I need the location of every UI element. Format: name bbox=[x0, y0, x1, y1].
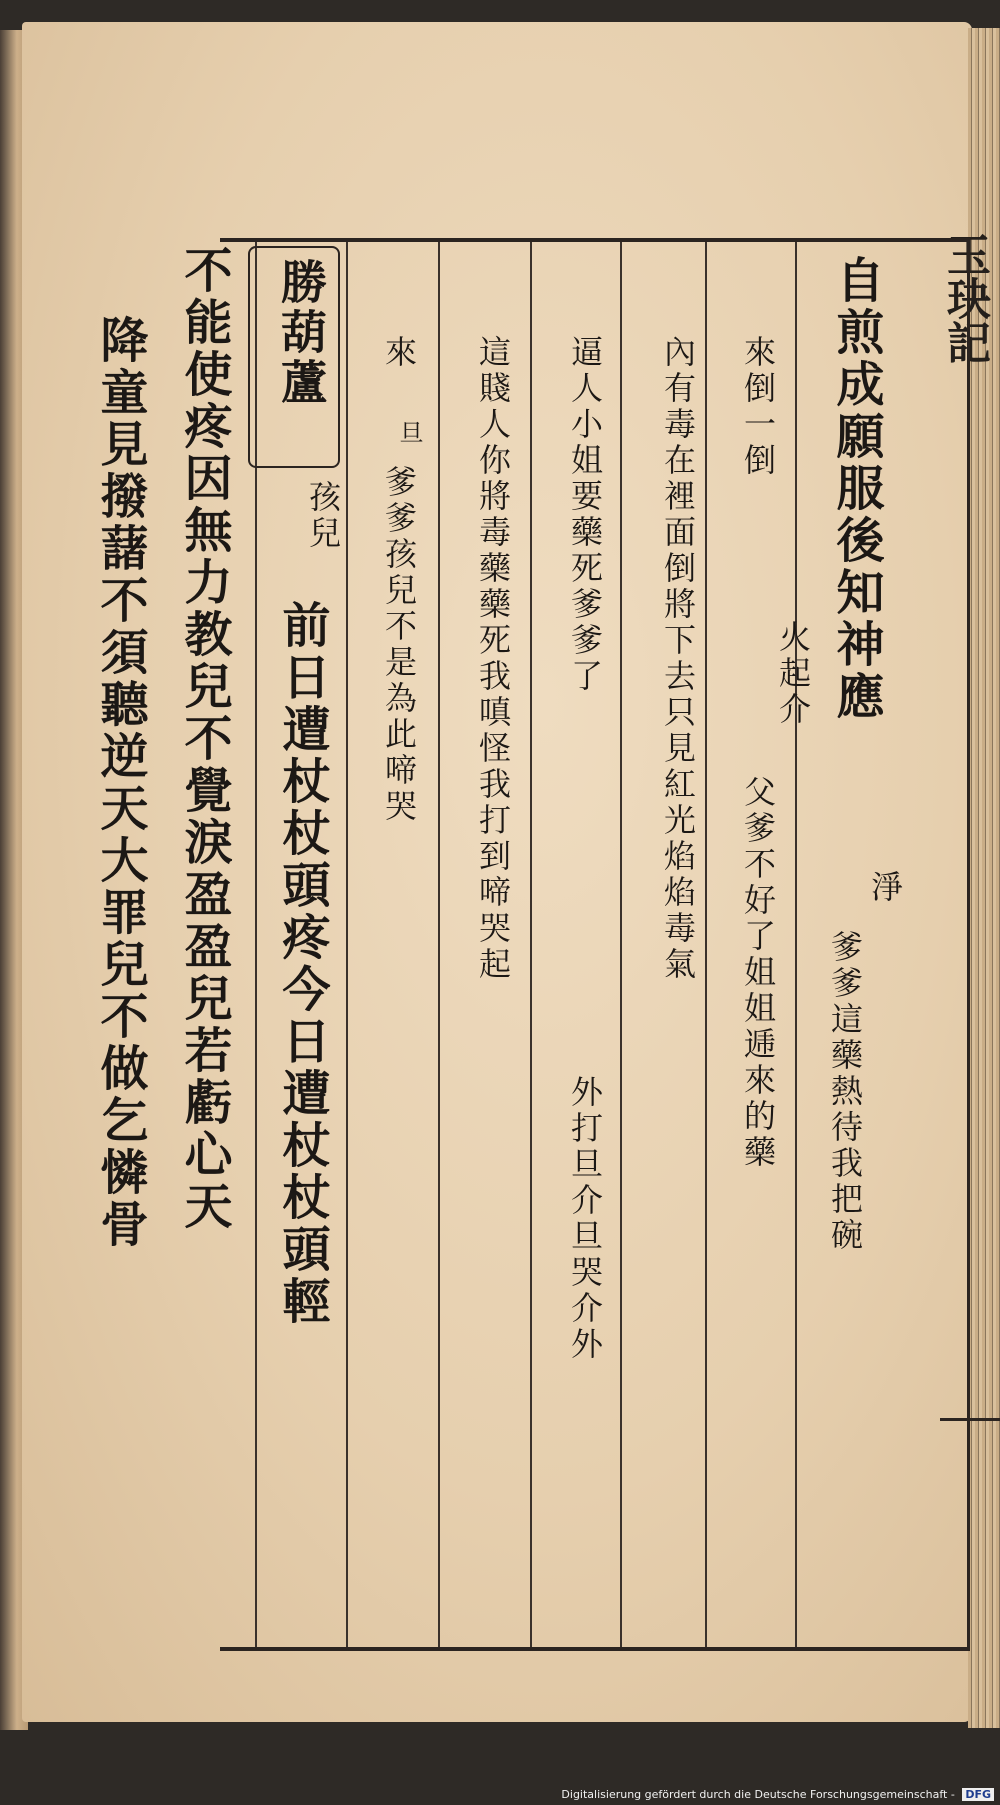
column-rule bbox=[530, 242, 532, 1647]
column-6-speech-b: 爹爹孩兒不是為此啼哭 bbox=[380, 465, 418, 825]
digitization-credit bbox=[561, 1788, 994, 1801]
column-8-lyric: 不能使疼因無力教兒不覺淚盈盈兒若虧心天 bbox=[176, 245, 232, 1233]
credit-text: Digitalisierung gefördert durch die Deutsche Forschungsgemeinschaft - bbox=[561, 1788, 955, 1801]
column-4-speech: 逼人小姐要藥死爹爹了 bbox=[566, 335, 604, 695]
column-rule bbox=[438, 242, 440, 1647]
column-9-lyric: 降童見撥藷不須聽逆天大罪兒不做乞憐骨 bbox=[92, 315, 148, 1251]
column-6-role: 旦 bbox=[395, 420, 423, 448]
column-7-lyric: 前日遭杖杖頭疼今日遭杖杖頭輕 bbox=[274, 600, 330, 1328]
folio-mark bbox=[940, 1418, 1000, 1421]
column-4-direction: 外打旦介旦哭介外 bbox=[566, 1075, 604, 1363]
column-1-direction: 淨 bbox=[866, 870, 904, 906]
column-rule bbox=[795, 242, 797, 1647]
column-rule bbox=[346, 242, 348, 1647]
column-2-speech-b: 父爹不好了姐姐逓來的藥 bbox=[739, 775, 777, 1171]
column-1-main: 自煎成願服後知神應 bbox=[828, 255, 884, 723]
tune-title: 勝葫蘆 bbox=[274, 258, 328, 408]
column-rule bbox=[705, 242, 707, 1647]
column-3-speech: 內有毒在裡面倒將下去只見紅光焰焰毒氣 bbox=[659, 335, 697, 983]
running-head: 玉玦記 bbox=[939, 232, 990, 364]
column-5-speech: 這賤人你將毒藥藥死我嗔怪我打到啼哭起 bbox=[474, 335, 512, 983]
dfg-logo: DFG bbox=[962, 1788, 994, 1801]
column-rule bbox=[620, 242, 622, 1647]
column-1-speech: 爹爹這藥熱待我把碗 bbox=[826, 930, 864, 1254]
column-6-speech: 來 bbox=[380, 335, 418, 371]
column-2-direction: 火起介 bbox=[774, 620, 812, 728]
frame-border-right bbox=[967, 242, 970, 1647]
column-7-role: 孩兒 bbox=[304, 480, 342, 552]
column-2-speech: 來倒一倒 bbox=[739, 335, 777, 479]
